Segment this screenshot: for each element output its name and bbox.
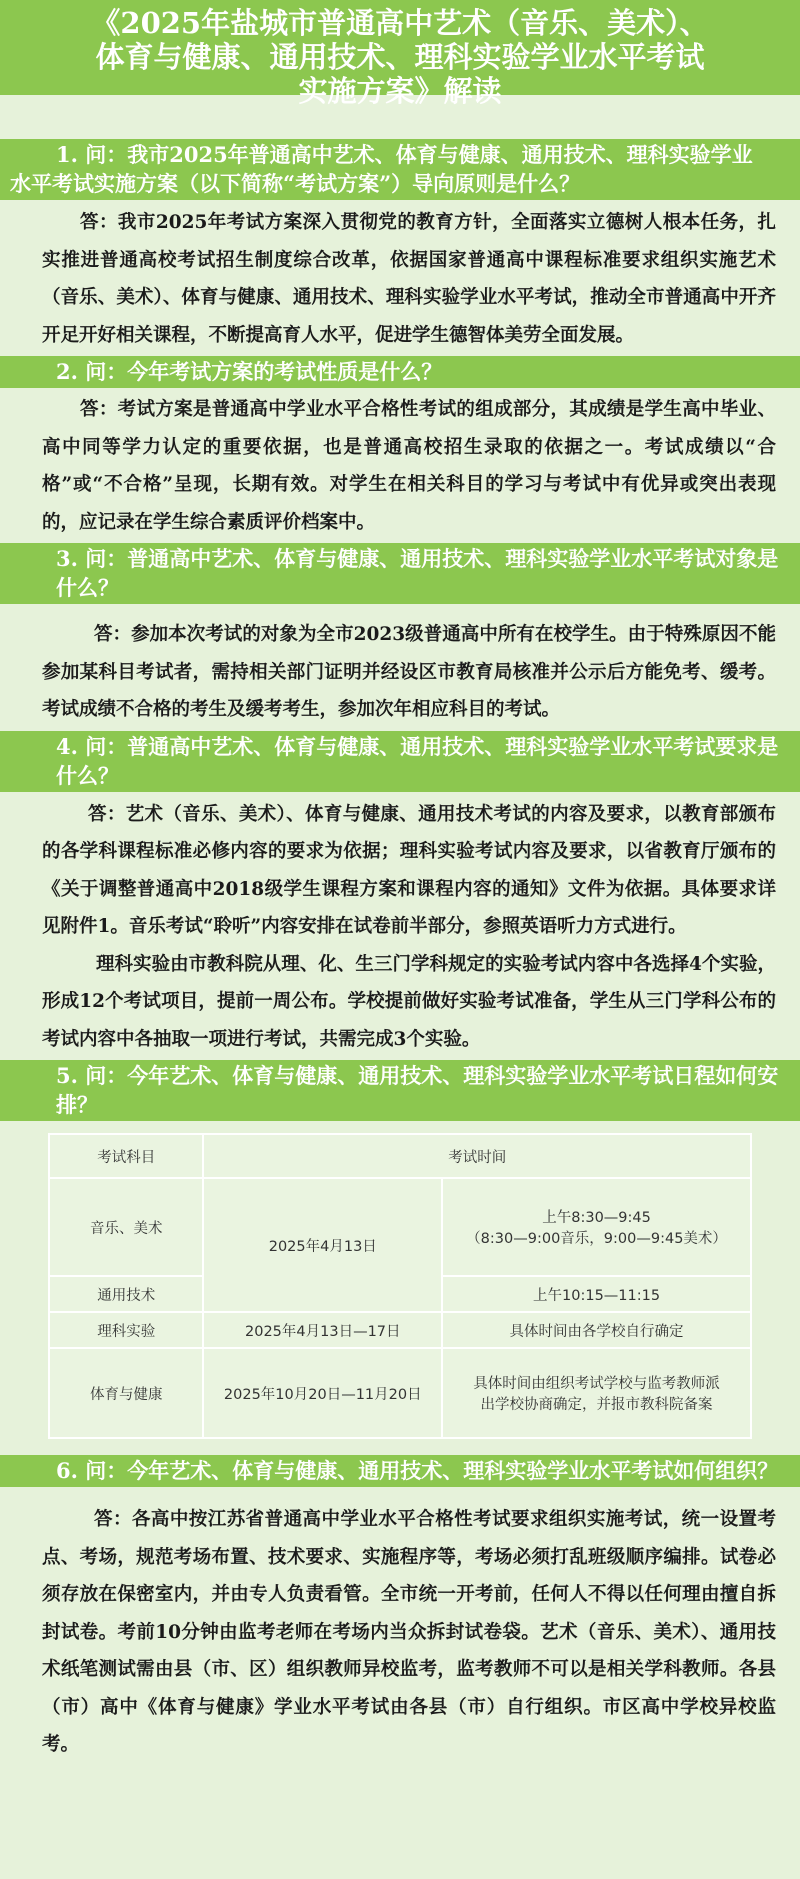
cell-subject-music-art: 音乐、美术 [49,1178,203,1276]
answer-4-paragraph-2: 理科实验由市教科院从理、化、生三门学科规定的实验考试内容中各选择4个实验，形成12个考试项目，提前一周公布。学校提前做好实验考试准备，学生从三门学科公布的考试内容中各抽取一项进行考试，共需完成3个实验。 [42,953,776,1050]
cell-date-science-lab: 2025年4月13日—17日 [203,1312,442,1348]
answer-6 [0,1487,800,1766]
cell-time-general-tech: 上午10:15—11:15 [442,1276,751,1312]
cell-date-pe-health: 2025年10月20日—11月20日 [203,1348,442,1438]
time-line-2: （8:30—9:00音乐，9:00—9:45美术） [466,1231,727,1247]
cell-subject-science-lab: 理科实验 [49,1312,203,1348]
answer-4 [0,792,800,1061]
cell-subject-general-tech: 通用技术 [49,1276,203,1312]
question-1-line-2: 水平考试实施方案（以下简称“考试方案”）导向原则是什么？ [10,171,581,196]
header-time: 考试时间 [203,1134,751,1178]
question-5-header [0,1060,800,1121]
answer-3-text: 答：参加本次考试的对象为全市2023级普通高中所有在校学生。由于特殊原因不能参加某科目考试者，需持相关部门证明并经设区市教育局核准并公示后方能免考、缓考。考试成绩不合格的考生及缓考考生，参加次年相应科目的考试。 [42,624,776,720]
time-line-2: 出学校协商确定，并报市教科院备案 [480,1397,713,1413]
answer-2-text: 答：考试方案是普通高中学业水平合格性考试的组成部分，其成绩是学生高中毕业、高中同等学力认定的重要依据，也是普通高校招生录取的依据之一。考试成绩以“合格”或“不合格”呈现，长期有效。对学生在相关科目的学习与考试中有优异或突出表现的，应记录在学生综合素质评价档案中。 [42,399,776,533]
page-title-line-2: 体育与健康、通用技术、理科实验学业水平考试 [95,40,705,74]
schedule-table-wrapper [0,1121,800,1451]
table-header-row [49,1134,751,1178]
header-subject: 考试科目 [49,1134,203,1178]
question-1-line-1: 1. 问：我市2025年普通高中艺术、体育与健康、通用技术、理科实验学业 [56,142,753,167]
cell-time-music-art [442,1178,751,1276]
question-5-text: 5. 问：今年艺术、体育与健康、通用技术、理科实验学业水平考试日程如何安排？ [56,1063,779,1117]
time-line-1: 具体时间由组织考试学校与监考教师派 [473,1376,720,1392]
time-line-1: 上午8:30—9:45 [542,1210,651,1226]
answer-2 [0,388,800,543]
question-1-header [0,139,800,200]
question-6-text: 6. 问：今年艺术、体育与健康、通用技术、理科实验学业水平考试如何组织？ [56,1458,779,1483]
question-3-text: 3. 问：普通高中艺术、体育与健康、通用技术、理科实验学业水平考试对象是什么？ [56,546,779,600]
page-title-line-3: 实施方案》解读 [298,74,502,108]
cell-time-science-lab: 具体时间由各学校自行确定 [442,1312,751,1348]
answer-6-text: 答：各高中按江苏省普通高中学业水平合格性考试要求组织实施考试，统一设置考点、考场，规范考场布置、技术要求、实施程序等，考场必须打乱班级顺序编排。试卷必须存放在保密室内，并由专人负责看管。全市统一开考前，任何人不得以任何理由擅自拆封试卷。考前10分钟由监考老师在考场内当众拆封试卷袋。艺术（音乐、美术）、通用技术纸笔测试需由县（市、区）组织教师异校监考，监考教师不可以是相关学科教师。各县（市）高中《体育与健康》学业水平考试由各县（市）自行组织。市区高中学校异校监考。 [42,1509,776,1755]
question-2-header [0,356,800,388]
question-4-header [0,731,800,792]
answer-3 [0,604,800,731]
table-row [49,1312,751,1348]
page-title [0,0,800,108]
schedule-table [48,1133,752,1439]
question-2-text: 2. 问：今年考试方案的考试性质是什么？ [56,359,443,384]
cell-date-april-13: 2025年4月13日 [203,1178,442,1312]
table-row [49,1178,751,1276]
question-4-text: 4. 问：普通高中艺术、体育与健康、通用技术、理科实验学业水平考试要求是什么？ [56,733,779,788]
question-6-header [0,1455,800,1487]
answer-1-text: 答：我市2025年考试方案深入贯彻党的教育方针，全面落实立德树人根本任务，扎实推进普通高校考试招生制度综合改革，依据国家普通高中课程标准要求组织实施艺术（音乐、美术）、体育与健康、通用技术、理科实验学业水平考试，推动全市普通高中开齐开足开好相关课程，不断提高育人水平，促进学生德智体美劳全面发展。 [42,212,776,346]
answer-4-paragraph-1: 答：艺术（音乐、美术）、体育与健康、通用技术考试的内容及要求，以教育部颁布的各学科课程标准必修内容的要求为依据；理科实验考试内容及要求，以省教育厅颁布的《关于调整普通高中2018级学生课程方案和课程内容的通知》文件为依据。具体要求详见附件1。音乐考试“聆听”内容安排在试卷前半部分，参照英语听力方式进行。 [42,803,776,937]
question-3-header [0,543,800,604]
table-row [49,1348,751,1438]
cell-subject-pe-health: 体育与健康 [49,1348,203,1438]
answer-1 [0,200,800,356]
page-title-line-1: 《2025年盐城市普通高中艺术（音乐、美术）、 [91,6,709,40]
cell-time-pe-health [442,1348,751,1438]
